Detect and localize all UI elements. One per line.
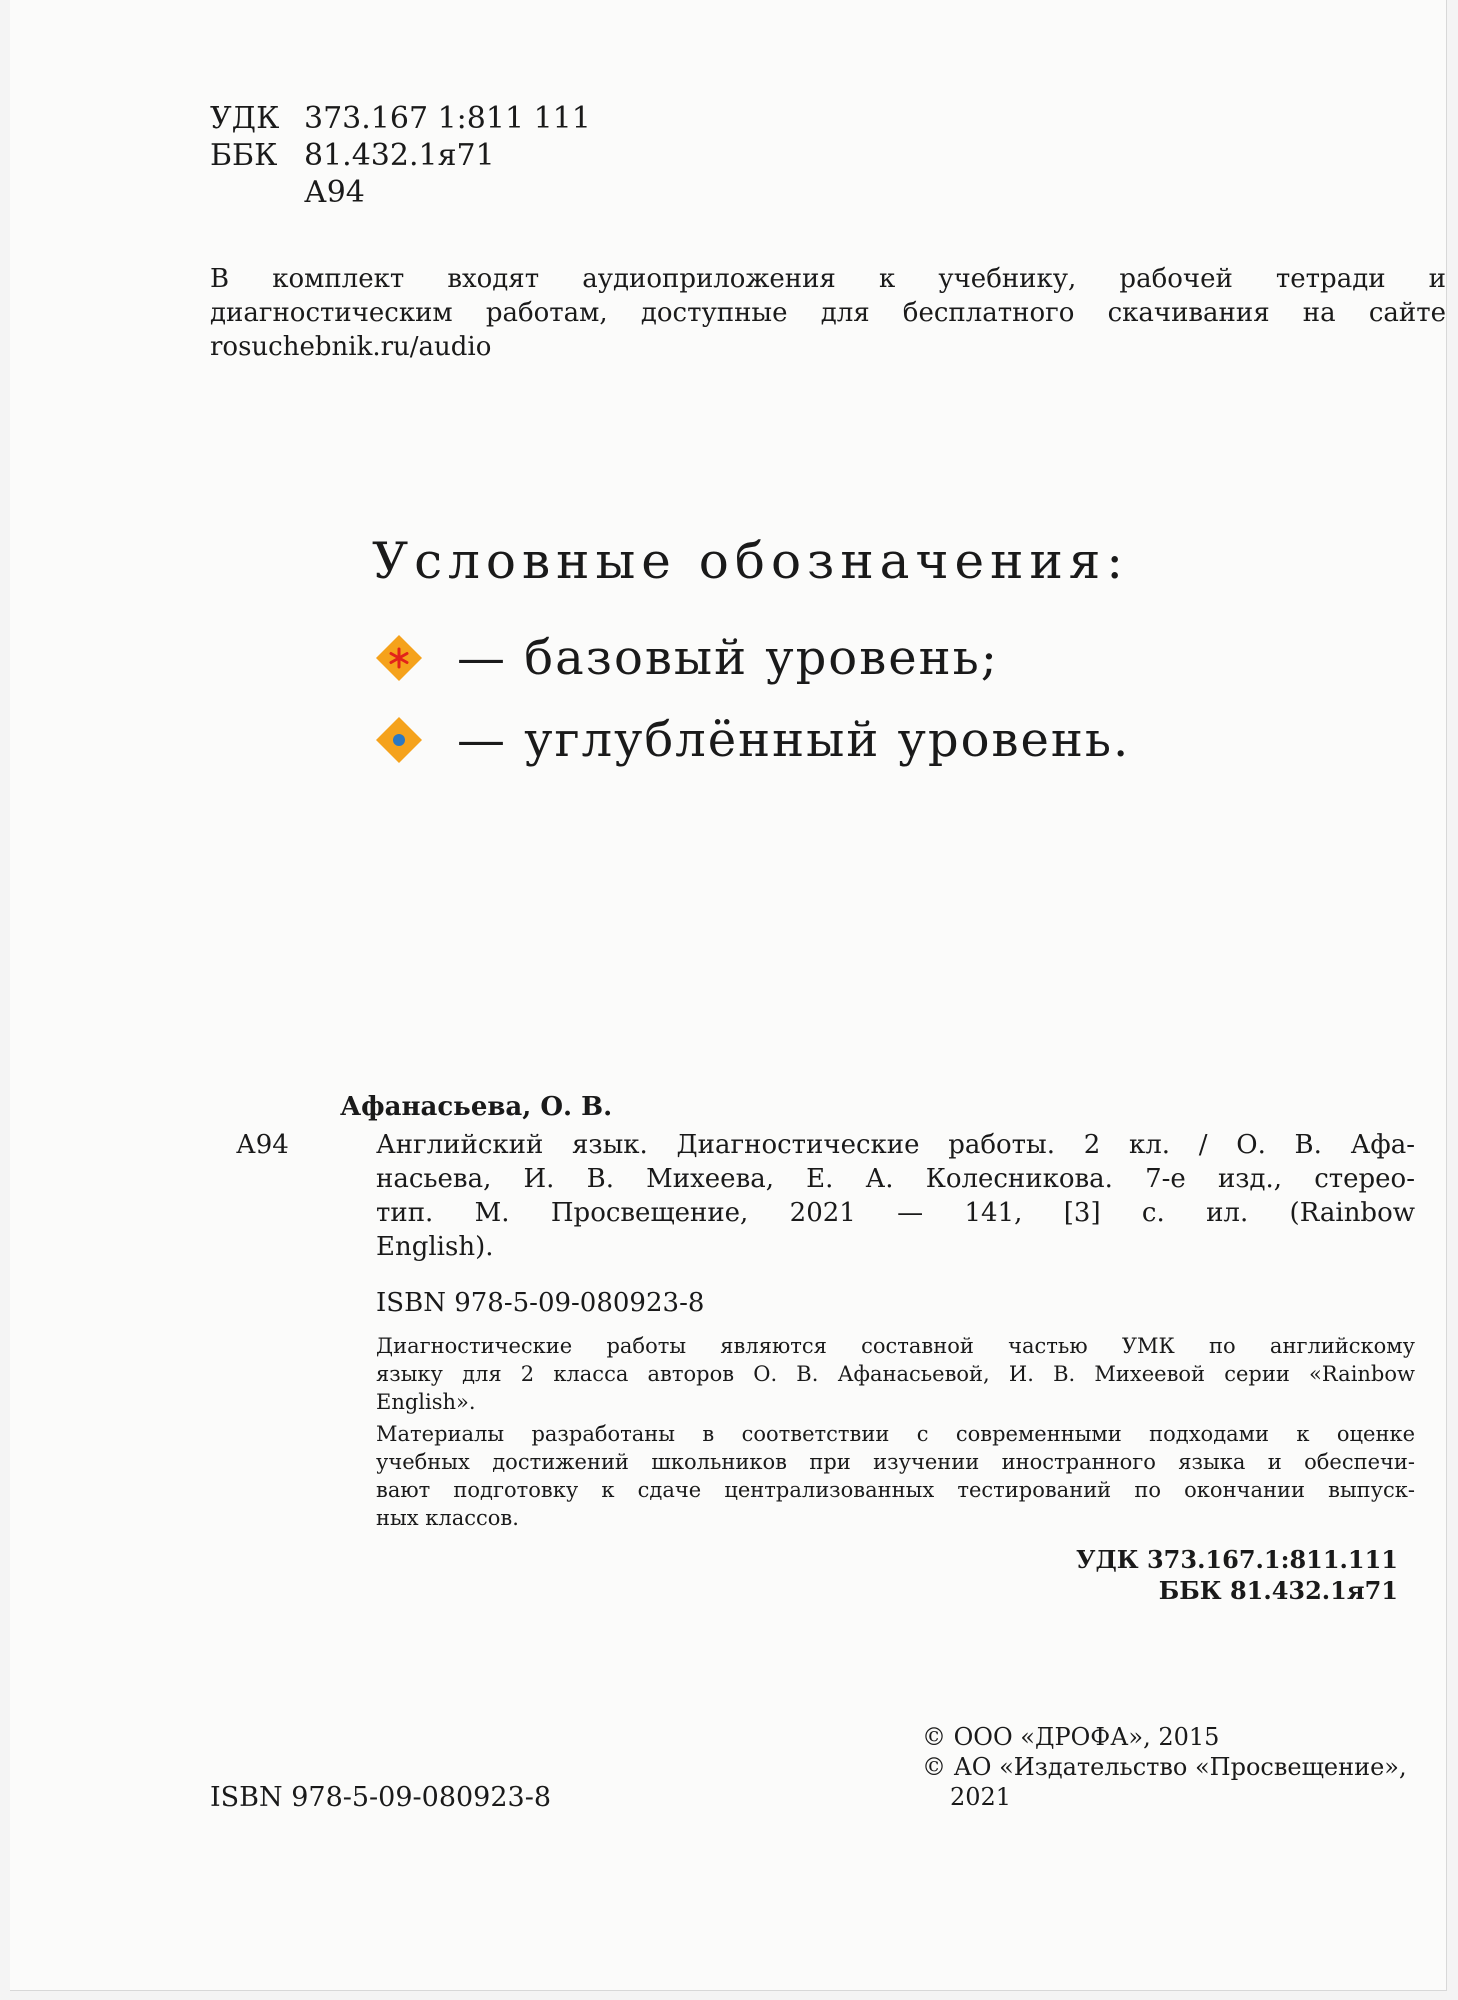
copyright-year: 2021 xyxy=(950,1783,1012,1811)
annotation-line: English». xyxy=(376,1390,476,1414)
author-mark: А94 xyxy=(304,175,365,210)
footer-isbn: ISBN 978-5-09-080923-8 xyxy=(210,1782,552,1813)
copyright-line: © АО «Издательство «Просвещение», xyxy=(922,1753,1407,1781)
bbk-label: ББК xyxy=(210,138,278,173)
udk-value: 373.167 1:811 111 xyxy=(304,101,591,136)
catalog-line: тип. М. Просвещение, 2021 — 141, [3] с. ил. (Rainbow xyxy=(376,1198,1415,1228)
udk-label: УДК xyxy=(210,101,280,136)
audio-note-line: диагностическим работам, доступные для бесплатного скачивания на сайте xyxy=(210,298,1446,328)
annotation-line: учебных достижений школьников при изучении иностранного языка и обеспечи- xyxy=(376,1450,1415,1474)
annotation-line: ных классов. xyxy=(376,1506,519,1530)
catalog-line: насьева, И. В. Михеева, Е. А. Колесникова. 7-е изд., стерео- xyxy=(376,1164,1415,1194)
legend-title: Условные обозначения: xyxy=(372,532,1130,590)
copyright-block xyxy=(922,1722,1407,1812)
audio-note-line: В комплект входят аудиоприложения к учебнику, рабочей тетради и xyxy=(210,264,1446,294)
audio-note xyxy=(210,262,1446,364)
catalog-bbk: ББК 81.432.1я71 xyxy=(1158,1576,1398,1605)
dot-diamond-icon xyxy=(375,716,423,764)
annotation-line: Диагностические работы являются составной частью УМК по английскому xyxy=(376,1334,1415,1358)
catalog-mark: А94 xyxy=(236,1130,289,1160)
catalog-codes xyxy=(1076,1544,1398,1606)
catalog-description xyxy=(376,1128,1415,1264)
annotation-line: Материалы разработаны в соответствии с современными подходами к оценке xyxy=(376,1422,1415,1446)
annotation-line: языку для 2 класса авторов О. В. Афанасьевой, И. В. Михеевой серии «Rainbow xyxy=(376,1362,1415,1386)
legend-item-advanced xyxy=(375,712,1130,768)
asterisk-diamond-icon xyxy=(375,634,423,682)
legend-item-basic xyxy=(375,630,999,686)
copyright-line: © ООО «ДРОФА», 2015 xyxy=(922,1723,1220,1751)
bbk-value: 81.432.1я71 xyxy=(304,138,495,173)
catalog-isbn: ISBN 978-5-09-080923-8 xyxy=(376,1288,705,1318)
audio-note-link: rosuchebnik.ru/audio xyxy=(210,332,492,362)
legend-item-label: — углублённый уровень. xyxy=(457,712,1131,768)
catalog-author: Афанасьева, О. В. xyxy=(340,1092,613,1122)
copyright-page xyxy=(10,0,1447,1991)
annotation-line: вают подготовку к сдаче централизованных тестирований по окончании выпуск- xyxy=(376,1478,1415,1502)
catalog-line: Английский язык. Диагностические работы. 2 кл. / О. В. Афа- xyxy=(376,1130,1415,1160)
legend-item-label: — базовый уровень; xyxy=(457,630,999,686)
catalog-annotation xyxy=(376,1332,1415,1532)
classification-codes xyxy=(210,100,591,211)
catalog-udk: УДК 373.167.1:811.111 xyxy=(1075,1545,1398,1574)
catalog-line: English). xyxy=(376,1232,494,1262)
